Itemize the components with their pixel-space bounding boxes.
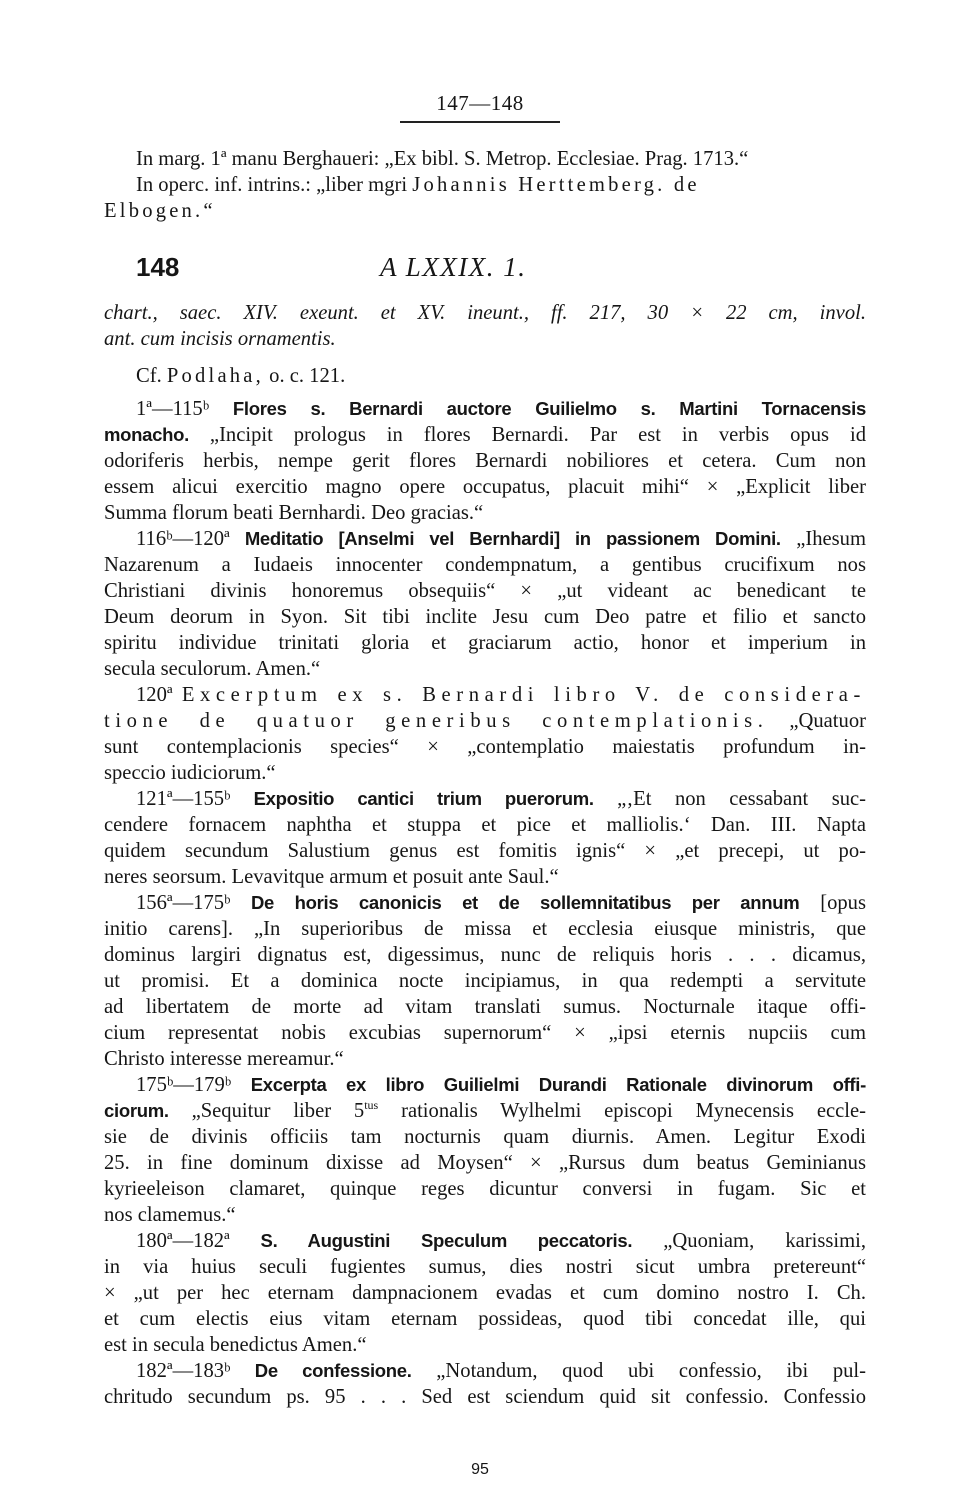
item-5: 156ª—175ᵇ De horis canonicis et de sollemnitatibus per annum [opus (136, 892, 866, 914)
header-notes (104, 146, 866, 224)
cover-note: In operc. inf. intrins.: „liber mgri Johannis Herttemberg. de (136, 174, 700, 196)
item-6: 175ᵇ—179ᵇ Excerpta ex libro Guilielmi Durandi Rationale divinorum offi- (136, 1074, 866, 1096)
item-3: 120ª Excerptum ex s. Bernardi libro V. de considera- (136, 684, 866, 706)
description-line: chart., saec. XIV. exeunt. et XV. ineunt., ff. 217, 30 × 22 cm, invol. (104, 302, 866, 324)
item-2: 116ᵇ—120ª Meditatio [Anselmi vel Bernhardi] in passionem Domini. „Ihesum (136, 528, 866, 550)
item-title: De horis canonicis et de sollemnitatibus per annum (230, 892, 800, 913)
item-1: 1ª—115ᵇ Flores s. Bernardi auctore Guilielmo s. Martini Tornacensis (136, 398, 866, 420)
page-number: 95 (471, 1461, 489, 1478)
item-title: tione de quatuor generibus contemplationis. (104, 710, 769, 732)
entry-number: 148 (136, 252, 180, 282)
item-title: Meditatio [Anselmi vel Bernhardi] in passionem Domini. (229, 528, 781, 549)
description-line: ant. cum incisis ornamentis. (104, 328, 336, 350)
item-4: 121ª—155ᵇ Expositio cantici trium puerorum. „‚Et non cessabant suc- (136, 788, 866, 810)
item-title: Flores s. Bernardi auctore Guilielmo s. Martini Tornacensis (209, 398, 866, 419)
running-head: 147—148 (436, 91, 524, 115)
physical-description (104, 300, 866, 389)
item-title: monacho. (104, 424, 189, 445)
item-title: ciorum. (104, 1100, 169, 1121)
reference: Cf. Podlaha, o. c. 121. (136, 365, 346, 387)
item-8: 182ª—183ᵇ De confessione. „Notandum, quod ubi confessio, ibi pul- (136, 1360, 866, 1382)
shelfmark: A LXXIX. 1. (380, 252, 527, 282)
entry-heading (136, 252, 856, 292)
contents: 1ª—115ᵇ Flores s. Bernardi auctore Guilielmo s. Martini Tornacensis monacho. „Incipit prologus in flores Bernardi. Par est in verbis opus id odoriferis herbis, nempe gerit flores Bernardi nobiliores et cetera. Cum non essem alicui exercitio magno opere occupatus, placuit mihi“ × „Explicit liber Summa florum beati Bernhardi. Deo gracias.“ 116ᵇ—120ª Meditatio [Anselmi vel Bernhardi] in passionem Domini. „Ihesum Nazarenum a Iudaeis innocenter condempnatum, a gentibus crucifixum nos Christiani divinis honoremus obsequiis“ × „ut videant ac benedicant te Deum deorum in Syon. Sit tibi inclite Jesu cum Deo patre et filio et sancto spiritu individue trinitati gloria et graciarum actio, honor et imperium in secula seculorum. Amen.“ 120ª Excerptum ex s. Bernardi libro V. de considera- tione de quatuor generibus contemplationis. „Quatuor sunt contemplacionis species“ × „contemplatio maiestatis profundum in- speccio iudiciorum.“ 121ª—155ᵇ Expositio cantici trium puerorum. „‚Et non cessabant suc- cendere fornacem naphtha et stuppa et pice et malliolis.‘ Dan. III. Napta quidem secundum Salustium genus est fomitis ignis“ × „et precepi, ut po- neres seorsum. Levavitque armum et posuit ante Saul.“ 156ª—175ᵇ De horis canonicis et de sollemnitatibus per annum [opus initio carens]. „In superioribus de missa et ecclesia eiusque ministris, que dominus largiri dignatus est, digessimus, nunc de reliquis horis . . . dicamus, ut promisi. Et a dominica nocte incipiamus, in qua redempti a servitute ad libertatem de morte ad vitam translati sumus. Nocturnale itaque offi- cium representat nobis excubias supernorum“ × „ipsi eternis nupciis cum Christo interesse mereamur.“ 175ᵇ—179ᵇ Excerpta ex libro Guilielmi Durandi Rationale divinorum offi- ciorum. „Sequitur liber $5^{tus}$ rationalis Wylhelmi episcopi Mynecensis eccle- sie de divinis officiis tam nocturnis quam diurnis. Amen. Legitur Exodi 25. in fine dominum dixisse ad Moysen“ × „Rursus dum beatus Geminianus kyrieeleison clamaret, quinque reges dicuntur conversi in fugam. Sic et nos clamemus.“ 180ª—182ª S. Augustini Speculum peccatoris. „Quoniam, karissimi, in via huius seculi fugientes sumus, dies nostri sicut umbra pretereunt“ × „ut per hec eternam dampnacionem evadas et cum domino nostro I. Ch. et cum electis eius vitam eternam possideas, quod tibi concedat ille, qui est in secula benedictus Amen.“ 182ª—183ᵇ De confessione. „Notandum, quod ubi confessio, ibi pul- chritudo secundum ps. 95 . . . Sed est sciendum quid sit confessio. Confessio (104, 398, 866, 1408)
item-title: Excerpta ex libro Guilielmi Durandi Rationale divinorum offi- (231, 1074, 866, 1095)
margin-note: In marg. 1ª manu Berghaueri: „Ex bibl. S. Metrop. Ecclesiae. Prag. 1713.“ (136, 148, 749, 170)
cover-note-cont: Elbogen.“ (104, 200, 216, 222)
item-title: Expositio cantici trium puerorum. (230, 788, 594, 809)
running-head-rule (400, 121, 560, 123)
item-7: 180ª—182ª S. Augustini Speculum peccatoris. „Quoniam, karissimi, (136, 1230, 866, 1252)
item-title: S. Augustini Speculum peccatoris. (229, 1230, 633, 1251)
reference-author: Podlaha, (166, 365, 264, 387)
owner-name: Johannis Herttemberg. de (412, 174, 700, 196)
item-title: De confessione. (230, 1360, 412, 1381)
item-title: Excerptum ex s. Bernardi libro V. de considera- (181, 684, 866, 706)
